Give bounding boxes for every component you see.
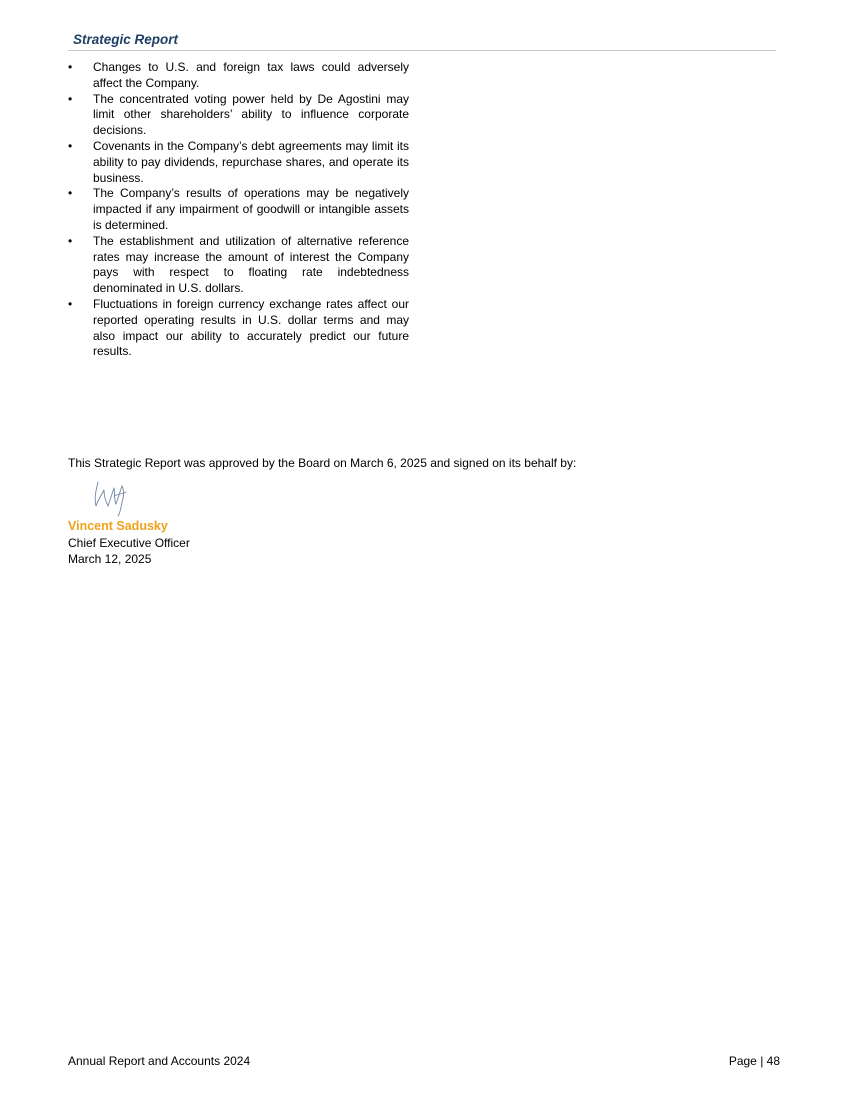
list-item — [68, 60, 409, 92]
signature-stroke — [95, 482, 126, 516]
list-item-text: The establishment and utilization of alternative reference rates may increase the amount of interest the Company pays with respect to floating rate indebtedness denominated in U.S. dollars. — [93, 233, 409, 296]
signed-date: March 12, 2025 — [68, 552, 152, 566]
list-item — [68, 234, 409, 297]
footer-document-title: Annual Report and Accounts 2024 — [68, 1054, 251, 1068]
list-item-text: The Company’s results of operations may be negatively impacted if any impairment of goodwill or intangible assets is determined. — [93, 186, 409, 232]
section-title: Strategic Report — [73, 32, 179, 47]
list-item — [68, 186, 409, 233]
bullet-icon: • — [68, 138, 73, 153]
list-item-text: Changes to U.S. and foreign tax laws could adversely affect the Company. — [93, 60, 409, 90]
bullet-icon: • — [68, 186, 73, 201]
list-item — [68, 297, 409, 360]
list-item-text: The concentrated voting power held by De Agostini may limit other shareholders’ ability to influence corporate decisions. — [93, 91, 409, 138]
list-item — [68, 139, 409, 186]
header-divider — [68, 50, 776, 51]
signer-name: Vincent Sadusky — [68, 519, 168, 533]
bullet-icon: • — [68, 60, 73, 74]
bullet-icon: • — [68, 91, 73, 106]
list-item-text: Fluctuations in foreign currency exchange rates affect our reported operating results in U.S. dollar terms and may also impact our ability to accurately predict our future results. — [93, 296, 409, 359]
bullet-icon: • — [68, 296, 73, 311]
list-item — [68, 92, 409, 139]
handwritten-signature — [84, 476, 144, 518]
signer-title: Chief Executive Officer — [68, 536, 190, 550]
risk-factor-list — [68, 60, 409, 360]
page-number: Page | 48 — [728, 1054, 780, 1068]
list-item-text: Covenants in the Company’s debt agreements may limit its ability to pay dividends, repurchase shares, and operate its business. — [93, 138, 409, 185]
bullet-icon: • — [68, 233, 73, 248]
approval-statement: This Strategic Report was approved by the Board on March 6, 2025 and signed on its behalf by: — [68, 456, 577, 470]
